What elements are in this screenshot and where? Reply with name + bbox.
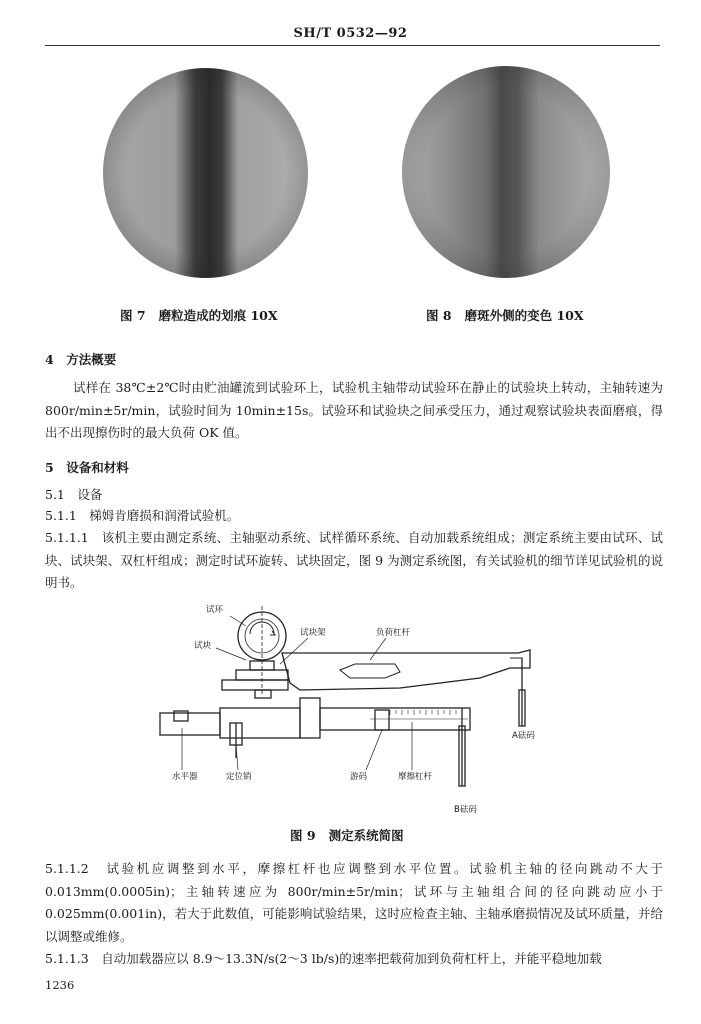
header-rule	[45, 45, 660, 46]
label-level: 水平器	[172, 772, 198, 782]
section-5-1-1-3: 5.1.1.3 自动加载器应以 8.9～13.3N/s(2～3 lb/s)的速率把载荷加到负荷杠杆上，并能平稳地加载	[45, 951, 602, 966]
label-block-holder: 试块架	[300, 628, 326, 638]
label-ring: 试环	[206, 605, 224, 615]
section-4-text: 试样在 38℃±2℃时由贮油罐流到试验环上，试验机主轴带动试验环在静止的试验块上转动，主轴转速为 800r/min±5r/min，试验时间为 10min±15s。试验环和试验块之间承受压力，通过观察试验块表面磨痕，得出不出现擦伤时的最大负荷 OK 值。	[45, 380, 663, 440]
figure-8-caption	[426, 306, 584, 324]
page-header: SH/T 0532—92	[293, 26, 408, 41]
section-5-1-1-2: 5.1.1.2 试验机应调整到水平，摩擦杠杆也应调整到水平位置。试验机主轴的径向跳动不大于 0.013mm(0.0005in)；主轴转速应为 800r/min±5r/min；试环与主轴组合间的径向跳动应小于 0.025mm(0.001in)，若大于此数值，可能影响试验结果，这时应检查主轴、主轴承磨损情况及试环质量，并给以调整或维修。	[45, 861, 663, 944]
section-4-heading: 4 方法概要	[45, 352, 117, 367]
label-weight-a: A砝码	[512, 731, 535, 741]
figure-9-caption-text: 测定系统简图	[328, 828, 404, 843]
load-lever-shape	[282, 650, 530, 690]
section-5-heading: 5 设备和材料	[45, 460, 129, 475]
figure-7-photo	[103, 68, 308, 278]
section-5-1-1-1: 5.1.1.1 该机主要由测定系统、主轴驱动系统、试样循环系统、自动加载系统组成；测定系统主要由试环、试块、试块架、双杠杆组成；测定时试环旋转、试块固定，图 9 为测定系统图，有关试验机的细节详见试验机的说明书。	[45, 530, 663, 590]
label-weight-b: B砝码	[454, 805, 477, 815]
figure-9-diagram	[150, 598, 550, 820]
label-load-lever: 负荷杠杆	[376, 628, 411, 638]
label-slider-weight: 游码	[350, 772, 368, 782]
figure-9-caption	[290, 826, 404, 844]
figure-7-label: 图 7	[120, 308, 146, 323]
page-number: 1236	[45, 978, 75, 992]
figure-8-caption-text: 磨斑外侧的变色 10X	[464, 308, 584, 323]
label-friction-lever: 摩擦杠杆	[398, 772, 433, 782]
figure-7-caption-text: 磨粒造成的划痕 10X	[158, 308, 278, 323]
figure-8-label: 图 8	[426, 308, 452, 323]
figure-8-photo	[402, 66, 610, 278]
section-5-1-1: 5.1.1 梯姆肯磨损和润滑试验机。	[45, 508, 240, 523]
figure-9-label: 图 9	[290, 828, 316, 843]
label-block: 试块	[194, 641, 212, 651]
figure-7-caption	[120, 306, 278, 324]
label-locating-pin: 定位销	[226, 772, 252, 782]
slider-weight-shape	[375, 710, 389, 730]
section-5-1: 5.1 设备	[45, 487, 103, 502]
